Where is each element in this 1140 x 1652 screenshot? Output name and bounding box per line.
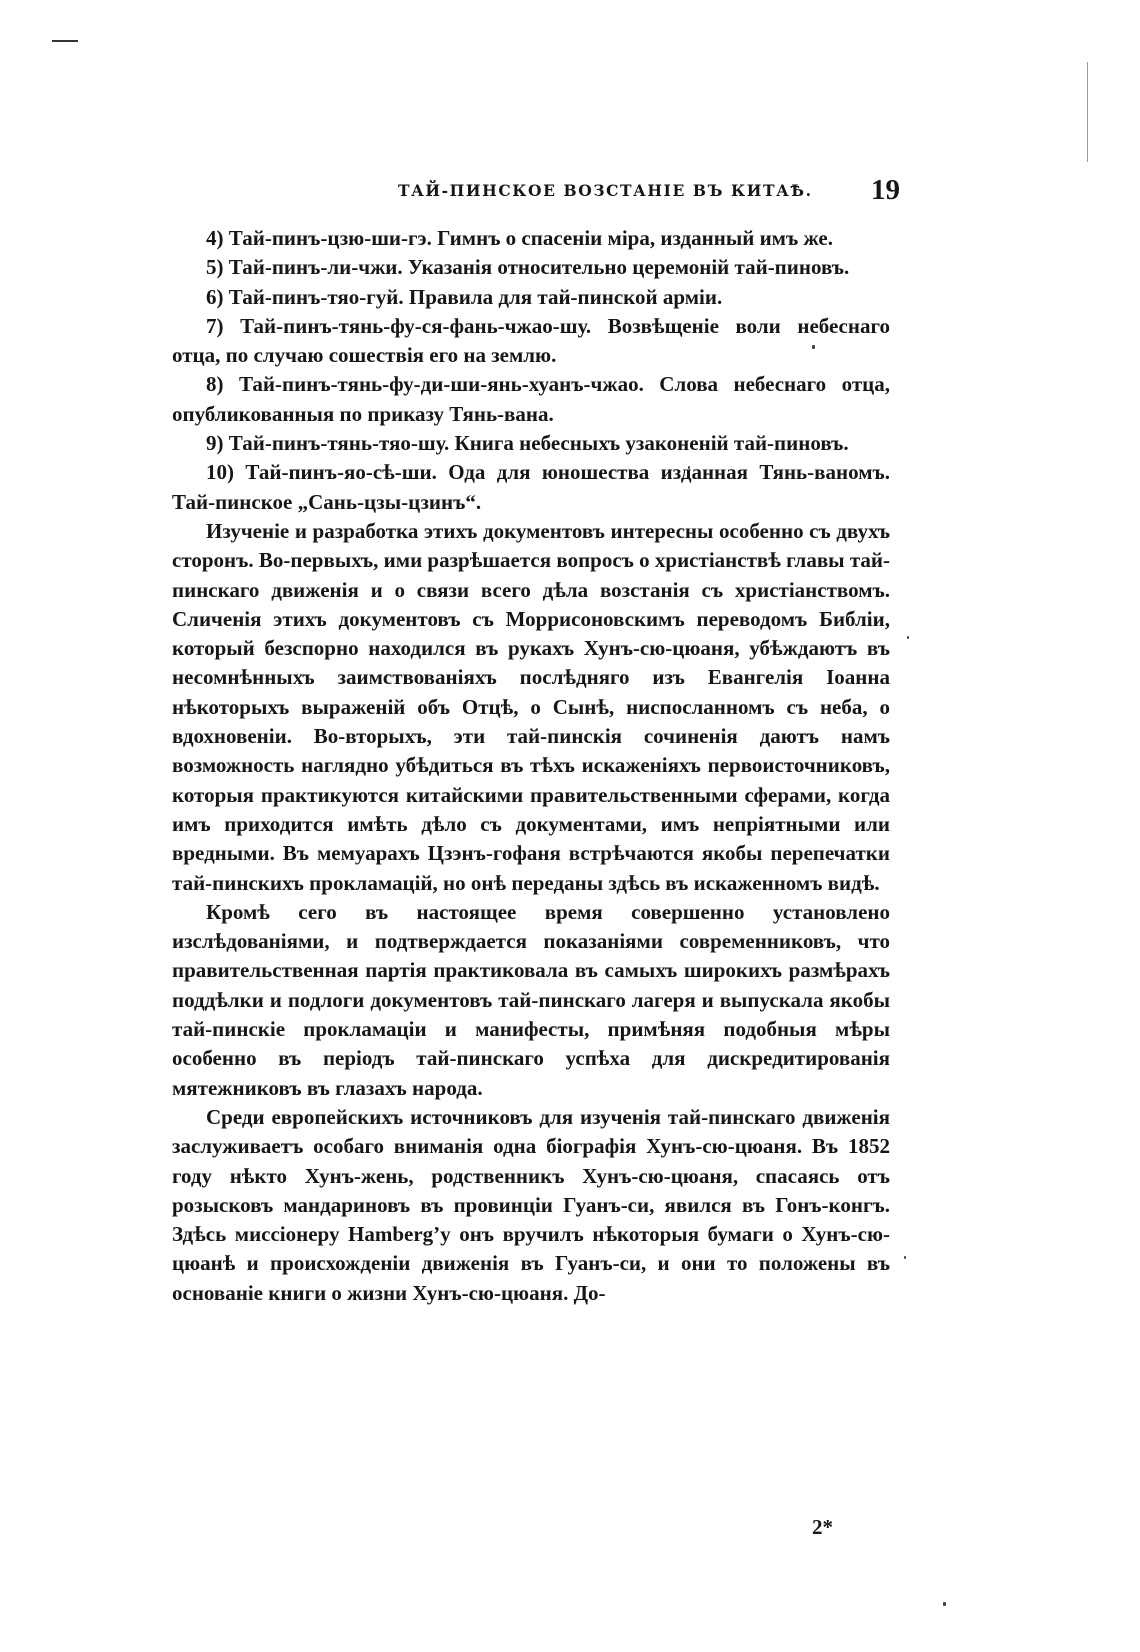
- list-item: 7) Тай-пинъ-тянь-фу-ся-фань-чжао-шу. Возвѣщеніе воли небеснаго отца, по случаю сошествія его на землю.: [172, 313, 890, 368]
- list-item: 6) Тай-пинъ-тяо-гуй. Правила для тай-пинской арміи.: [206, 284, 723, 309]
- paragraph: Изученіе и разработка этихъ документовъ интересны особенно съ двухъ сторонъ. Во-первыхъ, ими разрѣшается вопросъ о христіанствѣ главы тай-пинскаго движенія и о связи всего дѣла возстанія съ христіанствомъ. Сличенія этихъ документовъ съ Моррисоновскимъ переводомъ Библіи, который безспорно находился въ рукахъ Хунъ-сю-цюаня, убѣждаютъ въ несомнѣнныхъ заимствованіяхъ послѣдняго изъ Евангелія Іоанна нѣкоторыхъ выраженій объ Отцѣ, о Сынѣ, ниспосланномъ съ неба, о вдохновеніи. Во-вторыхъ, эти тай-пинскія сочиненія даютъ намъ возможность наглядно убѣдиться въ тѣхъ искаженіяхъ первоисточниковъ, которыя практикуются китайскими правительственными сферами, когда имъ приходится имѣть дѣло съ документами, имъ непріятными или вредными. Въ мемуарахъ Цзэнъ-гофаня встрѣчаются якобы перепечатки тай-пинскихъ прокламацій, но онѣ переданы здѣсь въ искаженномъ видѣ.: [172, 518, 890, 895]
- paragraph: Кромѣ сего въ настоящее время совершенно установлено изслѣдованіями, и подтверждается показаніями современниковъ, что правительственная партія практиковала въ самыхъ широкихъ размѣрахъ поддѣлки и подлоги документовъ тай-пинскаго лагеря и выпускала якобы тай-пинскіе прокламаціи и манифесты, примѣняя подобныя мѣры особенно въ періодъ тай-пинскаго успѣха для дискредитированія мятежниковъ въ глазахъ народа.: [172, 899, 890, 1100]
- page-header: [380, 175, 900, 209]
- running-title: ТАЙ-ПИНСКОЕ ВОЗСТАНІЕ ВЪ КИТАѢ.: [398, 181, 813, 200]
- list-item: 9) Тай-пинъ-тянь-тяо-шу. Книга небесныхъ узаконеній тай-пиновъ.: [206, 431, 849, 456]
- signature-mark: 2*: [812, 1515, 833, 1539]
- list-item: 4) Тай-пинъ-цзю-ши-гэ. Гимнъ о спасеніи міра, изданный имъ же.: [206, 226, 833, 250]
- paragraph: Среди европейскихъ источниковъ для изученія тай-пинскаго движенія заслуживаетъ особаго вниманія одна біографія Хунъ-сю-цюаня. Въ 1852 году нѣкто Хунъ-жень, родственникъ Хунъ-сю-цюаня, спасаясь отъ розысковъ мандариновъ въ провинціи Гуанъ-си, явился въ Гонъ-конгъ. Здѣсь миссіонеру Hamberg’у онъ вручилъ нѣкоторыя бумаги о Хунъ-сю-цюанѣ и происхожденіи движенія въ Гуанъ-си, и они то положены въ основаніе книги о жизни Хунъ-сю-цюаня. До-: [172, 1104, 890, 1305]
- print-speck: [907, 636, 909, 639]
- list-item: 5) Тай-пинъ-ли-чжи. Указанія относительно церемоній тай-пиновъ.: [206, 255, 850, 280]
- list-item: 8) Тай-пинъ-тянь-фу-ди-ши-янь-хуанъ-чжао. Слова небеснаго отца, опубликованныя по приказу Тянь-вана.: [172, 372, 890, 426]
- print-speck: [904, 1256, 906, 1259]
- list-item: 10) Тай-пинъ-яо-сѣ-ши. Ода для юношества изданная Тянь-ваномъ. Тай-пинское „Сань-цзы-цзинъ“.: [172, 460, 890, 514]
- page-edge-line: [1087, 62, 1088, 162]
- body-text: [172, 224, 890, 1308]
- corner-dash-mark: [52, 40, 78, 42]
- print-speck: [943, 1602, 946, 1606]
- page-number: 19: [871, 174, 900, 206]
